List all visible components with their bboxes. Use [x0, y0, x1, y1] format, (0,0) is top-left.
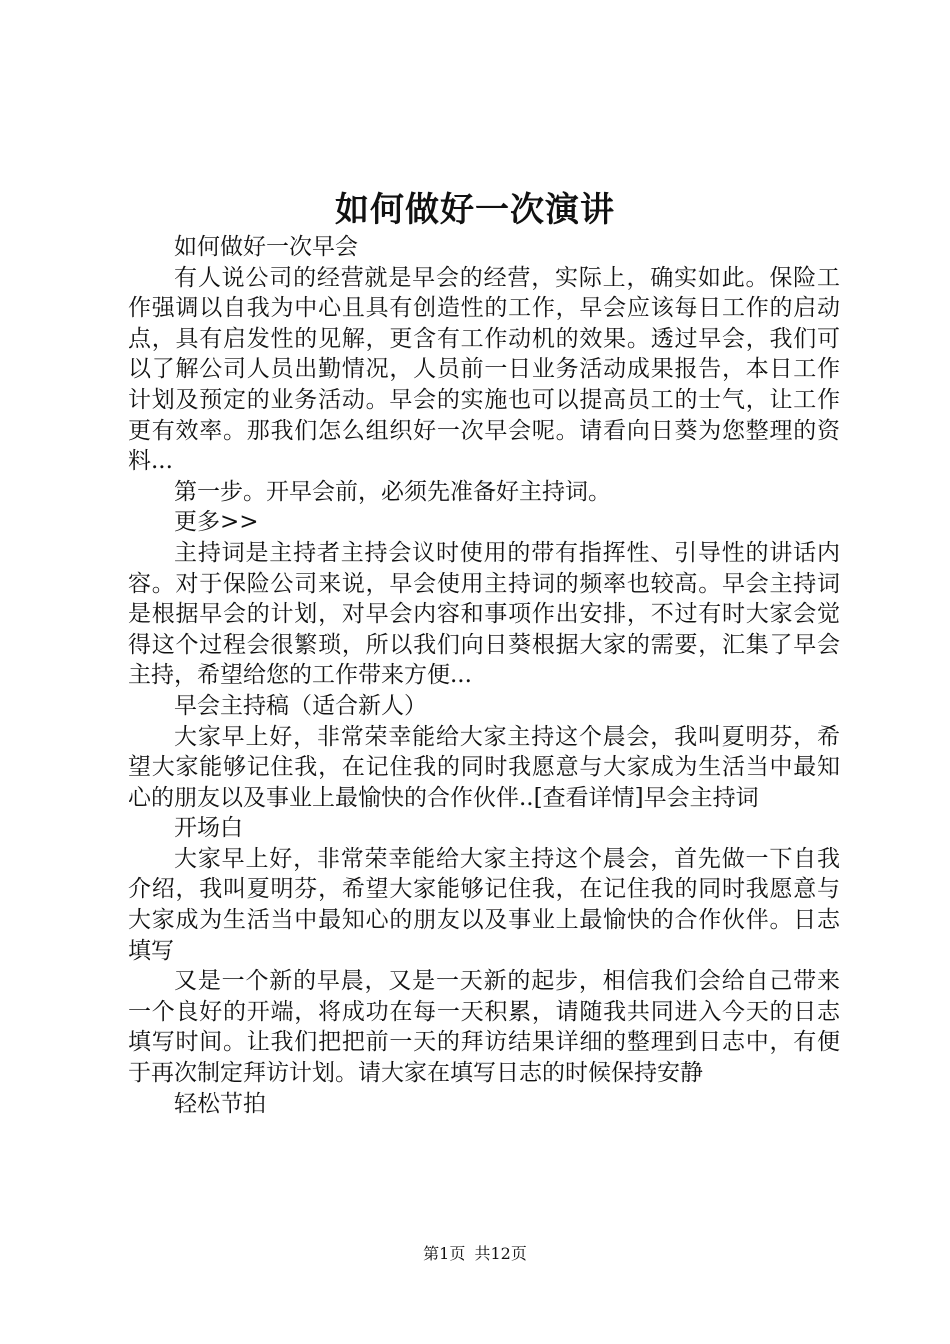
document-title: 如何做好一次演讲 — [335, 190, 615, 230]
paragraph-opening-text: 大家早上好，非常荣幸能给大家主持这个晨会，首先做一下自我介绍，我叫夏明芬，希望大家能够记住我，在记住我的同时我愿意与大家成为生活当中最知心的朋友以及事业上最愉快的合作伙伴。日志填写 — [128, 845, 840, 964]
paragraph-greeting: 大家早上好，非常荣幸能给大家主持这个晨会，我叫夏明芬，希望大家能够记住我，在记住我的同时我愿意与大家成为生活当中最知心的朋友以及事业上最愉快的合作伙伴..[查看详情]早会主持词 — [128, 723, 840, 811]
paragraph-subtitle: 如何做好一次早会 — [174, 234, 358, 260]
page-number: 第1页 — [423, 1244, 466, 1263]
paragraph-step-one: 第一步。开早会前，必须先准备好主持词。 — [174, 478, 611, 505]
paragraph-heading-host-draft: 早会主持稿（适合新人） — [174, 692, 427, 719]
page-footer — [0, 1243, 950, 1265]
more-link[interactable]: 更多>> — [174, 509, 259, 536]
page-total: 共12页 — [474, 1244, 527, 1263]
paragraph-host-script: 主持词是主持者主持会议时使用的带有指挥性、引导性的讲话内容。对于保险公司来说，早会使用主持词的频率也较高。早会主持词是根据早会的计划，对早会内容和事项作出安排，不过有时大家会觉得这个过程会很繁琐，所以我们向日葵根据大家的需要，汇集了早会主持，希望给您的工作带来方便... — [128, 539, 840, 689]
paragraph-log-filling: 又是一个新的早晨，又是一天新的起步，相信我们会给自己带来一个良好的开端，将成功在每一天积累，请随我共同进入今天的日志填写时间。让我们把把前一天的拜访结果详细的整理到日志中，有便于再次制定拜访计划。请大家在填写日志的时候保持安静 — [128, 968, 840, 1087]
paragraph-heading-relax: 轻松节拍 — [174, 1090, 266, 1117]
document-body — [128, 232, 840, 1119]
paragraph-heading-opening: 开场白 — [174, 815, 243, 842]
paragraph-intro: 有人说公司的经营就是早会的经营，实际上，确实如此。保险工作强调以自我为中心且具有创造性的工作，早会应该每日工作的启动点，具有启发性的见解，更含有工作动机的效果。透过早会，我们可以了解公司人员出勤情况，人员前一日业务活动成果报告，本日工作计划及预定的业务活动。早会的实施也可以提高员工的士气，让工作更有效率。那我们怎么组织好一次早会呢。请看向日葵为您整理的资料... — [128, 264, 840, 475]
